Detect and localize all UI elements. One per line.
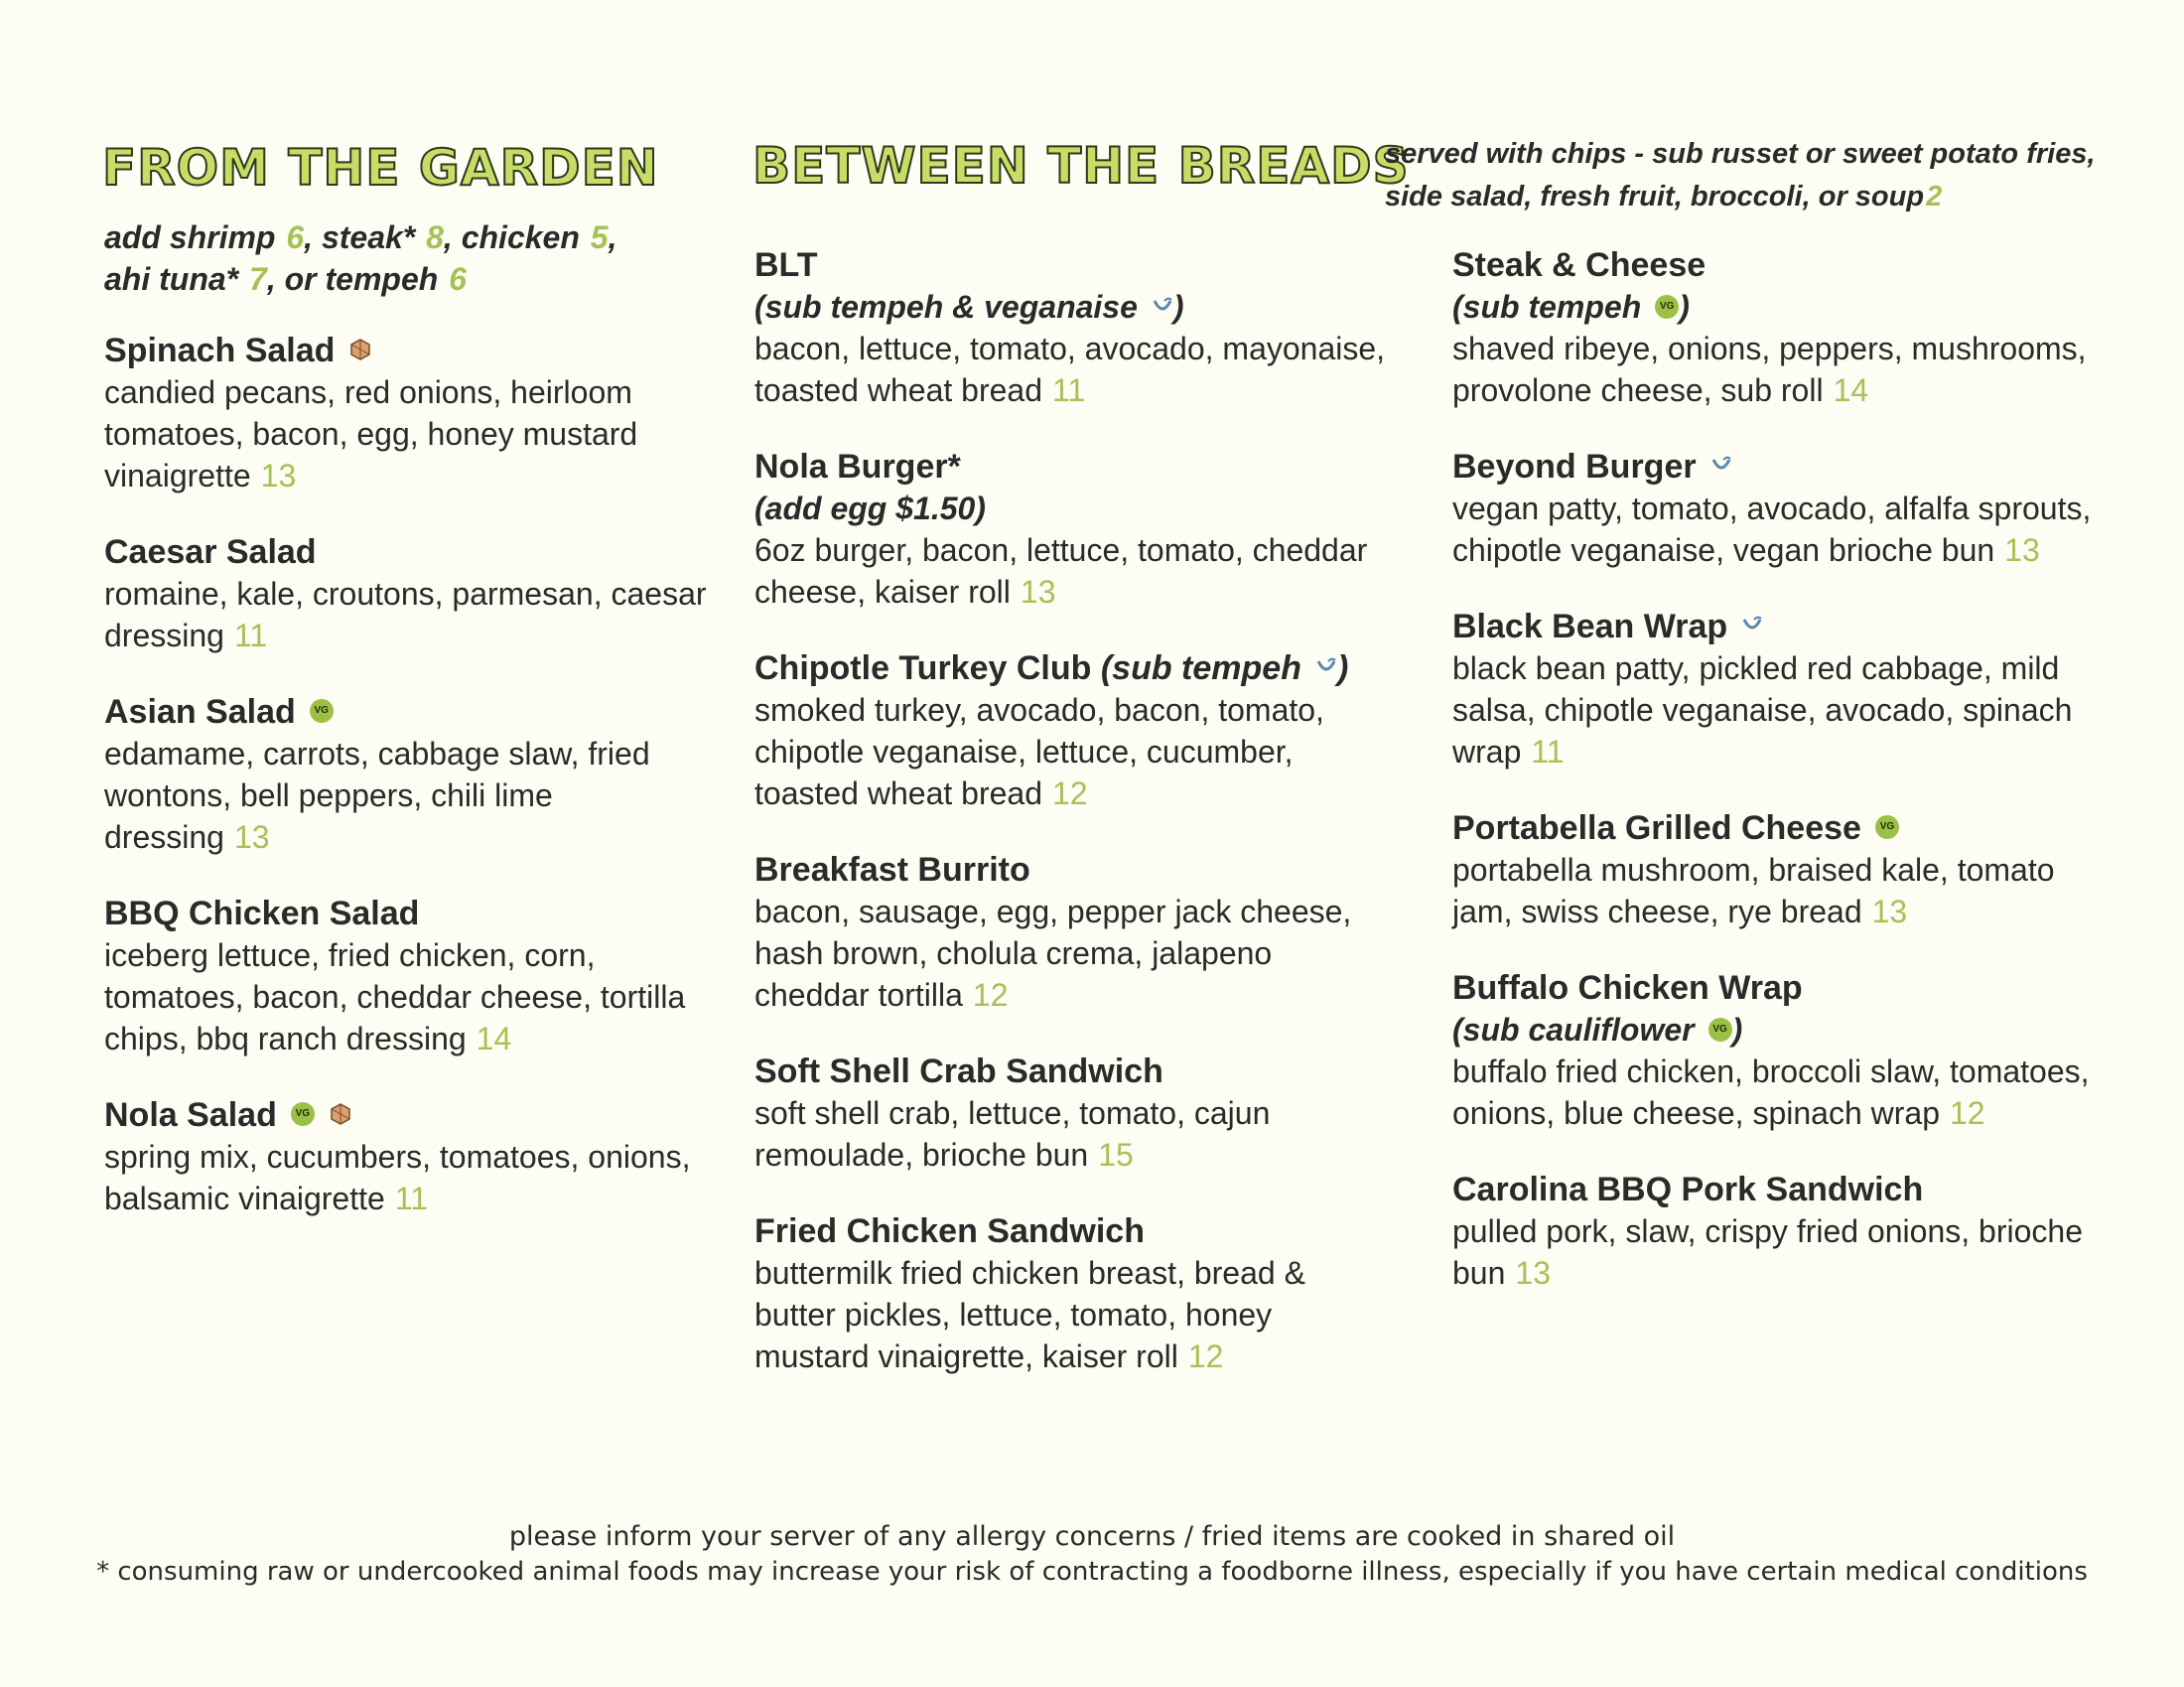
menu-item-soft-shell-crab-sandwich xyxy=(754,1051,1390,1176)
item-price: 11 xyxy=(394,1181,429,1216)
item-price: 14 xyxy=(476,1021,512,1056)
vegan-icon: VG xyxy=(1875,815,1899,839)
vegan-icon: VG xyxy=(310,699,334,723)
item-name: Fried Chicken Sandwich xyxy=(754,1212,1145,1250)
item-name: BBQ Chicken Salad xyxy=(104,895,420,932)
vegetarian-icon xyxy=(1315,657,1337,677)
served-with-text: served with chips - sub russet or sweet potato fries, side salad, fresh fruit, broccoli, or soup xyxy=(1385,138,2096,212)
vegetarian-icon xyxy=(1741,616,1763,635)
item-name: Caesar Salad xyxy=(104,533,317,571)
garden-column xyxy=(104,216,720,1254)
menu-item-asian-salad xyxy=(104,691,720,858)
item-desc: vegan patty, tomato, avocado, alfalfa sprouts, chipotle veganaise, vegan brioche bun xyxy=(1452,491,2092,568)
item-price: 12 xyxy=(1051,775,1088,811)
item-name: Nola Salad xyxy=(104,1096,277,1134)
from-the-garden-title: FROM THE GARDEN xyxy=(102,139,659,197)
addon-shrimp: add shrimp xyxy=(104,219,276,255)
menu-item-breakfast-burrito xyxy=(754,849,1390,1016)
consumption-warning: * consuming raw or undercooked animal foods may increase your risk of contracting a foodborne illness, especially if you have certain medical conditions xyxy=(96,1557,2088,1587)
gluten-free-icon xyxy=(348,338,372,361)
item-name: Buffalo Chicken Wrap xyxy=(1452,969,1803,1007)
vegan-icon: VG xyxy=(1655,295,1679,319)
menu-item-nola-salad xyxy=(104,1094,720,1219)
item-name: Steak & Cheese xyxy=(1452,246,1706,284)
menu-item-bbq-chicken-salad xyxy=(104,893,720,1059)
garden-addons xyxy=(104,216,720,300)
item-name: Breakfast Burrito xyxy=(754,851,1030,889)
breads-column-right xyxy=(1452,244,2108,1329)
item-desc: black bean patty, pickled red cabbage, mild salsa, chipotle veganaise, avocado, spinach wrap xyxy=(1452,650,2073,770)
item-desc: iceberg lettuce, fried chicken, corn, tomatoes, bacon, cheddar cheese, tortilla chips, bbq ranch dressing xyxy=(104,937,686,1056)
item-desc: 6oz burger, bacon, lettuce, tomato, cheddar cheese, kaiser roll xyxy=(754,532,1368,610)
item-price: 11 xyxy=(1051,372,1086,408)
addon-comma: , xyxy=(608,219,617,255)
menu-item-nola-burger xyxy=(754,446,1390,613)
addon-ahi-tuna: ahi tuna* xyxy=(104,261,239,297)
item-name: Carolina BBQ Pork Sandwich xyxy=(1452,1171,1924,1208)
item-desc: romaine, kale, croutons, parmesan, caesar dressing xyxy=(104,576,707,653)
addon-shrimp-price: 6 xyxy=(286,219,305,255)
item-desc: shaved ribeye, onions, peppers, mushrooms, provolone cheese, sub roll xyxy=(1452,331,2087,408)
menu-item-steak-and-cheese xyxy=(1452,244,2108,411)
menu-item-chipotle-turkey-club xyxy=(754,647,1390,814)
item-price: 13 xyxy=(260,458,297,493)
item-name: Spinach Salad xyxy=(104,332,336,369)
item-sub-close: ) xyxy=(1172,289,1184,325)
served-with-price: 2 xyxy=(1926,181,1943,212)
item-price: 11 xyxy=(233,618,268,653)
menu-item-fried-chicken-sandwich xyxy=(754,1210,1390,1377)
item-sub: (sub tempeh & veganaise xyxy=(754,289,1138,325)
item-desc: buttermilk fried chicken breast, bread & butter pickles, lettuce, tomato, honey mustard vinaigrette, kaiser roll xyxy=(754,1255,1305,1374)
addon-steak-price: 8 xyxy=(426,219,444,255)
item-name: Asian Salad xyxy=(104,693,296,731)
item-sub: (sub tempeh xyxy=(1452,289,1642,325)
item-sub-close: ) xyxy=(1336,649,1349,687)
item-sub-close: ) xyxy=(1679,289,1690,325)
item-name: Nola Burger* xyxy=(754,448,961,486)
item-name: Chipotle Turkey Club xyxy=(754,649,1092,687)
allergy-notice: please inform your server of any allergy concerns / fried items are cooked in shared oil xyxy=(508,1521,1676,1552)
item-name: BLT xyxy=(754,246,818,284)
menu-item-black-bean-wrap xyxy=(1452,606,2108,773)
item-name: Portabella Grilled Cheese xyxy=(1452,809,1861,847)
menu-item-blt xyxy=(754,244,1390,411)
item-price: 15 xyxy=(1098,1137,1134,1173)
item-sub: (add egg $1.50) xyxy=(754,491,986,526)
item-desc: bacon, sausage, egg, pepper jack cheese, hash brown, cholula crema, jalapeno cheddar tortilla xyxy=(754,894,1352,1013)
item-sub-close: ) xyxy=(1731,1012,1743,1048)
item-price: 12 xyxy=(1187,1338,1224,1374)
item-desc: edamame, carrots, cabbage slaw, fried wontons, bell peppers, chili lime dressing xyxy=(104,736,650,855)
item-name: Soft Shell Crab Sandwich xyxy=(754,1053,1163,1090)
item-price: 11 xyxy=(1531,734,1565,770)
item-price: 13 xyxy=(1020,574,1056,610)
vegetarian-icon xyxy=(1152,297,1173,317)
addon-ahi-tuna-price: 7 xyxy=(249,261,267,297)
menu-item-spinach-salad xyxy=(104,330,720,496)
addon-steak: , steak* xyxy=(304,219,416,255)
item-desc: soft shell crab, lettuce, tomato, cajun remoulade, brioche bun xyxy=(754,1095,1271,1173)
item-price: 13 xyxy=(1515,1255,1551,1291)
vegan-icon: VG xyxy=(1708,1018,1732,1042)
breads-column-left xyxy=(754,244,1390,1412)
gluten-free-icon xyxy=(329,1102,352,1126)
item-price: 13 xyxy=(2004,532,2040,568)
item-desc: bacon, lettuce, tomato, avocado, mayonaise, toasted wheat bread xyxy=(754,331,1386,408)
item-desc: smoked turkey, avocado, bacon, tomato, chipotle veganaise, lettuce, cucumber, toasted wheat bread xyxy=(754,692,1324,811)
item-desc: portabella mushroom, braised kale, tomato jam, swiss cheese, rye bread xyxy=(1452,852,2055,929)
item-name: Black Bean Wrap xyxy=(1452,608,1728,645)
item-price: 13 xyxy=(1871,894,1908,929)
vegetarian-icon xyxy=(1710,456,1732,476)
addon-tempeh-price: 6 xyxy=(449,261,467,297)
item-sub: (sub cauliflower xyxy=(1452,1012,1695,1048)
item-desc: pulled pork, slaw, crispy fried onions, brioche bun xyxy=(1452,1213,2083,1291)
between-the-breads-title: BETWEEN THE BREADS xyxy=(752,137,1410,195)
vegan-icon: VG xyxy=(291,1102,315,1126)
addon-chicken-price: 5 xyxy=(590,219,609,255)
addon-tempeh: , or tempeh xyxy=(266,261,439,297)
menu-item-carolina-bbq-pork-sandwich xyxy=(1452,1169,2108,1294)
menu-item-portabella-grilled-cheese xyxy=(1452,807,2108,932)
item-desc: buffalo fried chicken, broccoli slaw, tomatoes, onions, blue cheese, spinach wrap xyxy=(1452,1054,2090,1131)
item-price: 12 xyxy=(1949,1095,1985,1131)
item-price: 12 xyxy=(972,977,1009,1013)
served-with-note xyxy=(1385,133,2100,218)
item-name: Beyond Burger xyxy=(1452,448,1697,486)
item-price: 14 xyxy=(1833,372,1869,408)
menu-item-buffalo-chicken-wrap xyxy=(1452,967,2108,1134)
item-desc: spring mix, cucumbers, tomatoes, onions, balsamic vinaigrette xyxy=(104,1139,691,1216)
menu-item-beyond-burger xyxy=(1452,446,2108,571)
item-desc: candied pecans, red onions, heirloom tomatoes, bacon, egg, honey mustard vinaigrette xyxy=(104,374,638,493)
item-price: 13 xyxy=(233,819,270,855)
menu-item-caesar-salad xyxy=(104,531,720,656)
item-sub: (sub tempeh xyxy=(1100,649,1301,687)
addon-chicken: , chicken xyxy=(443,219,580,255)
